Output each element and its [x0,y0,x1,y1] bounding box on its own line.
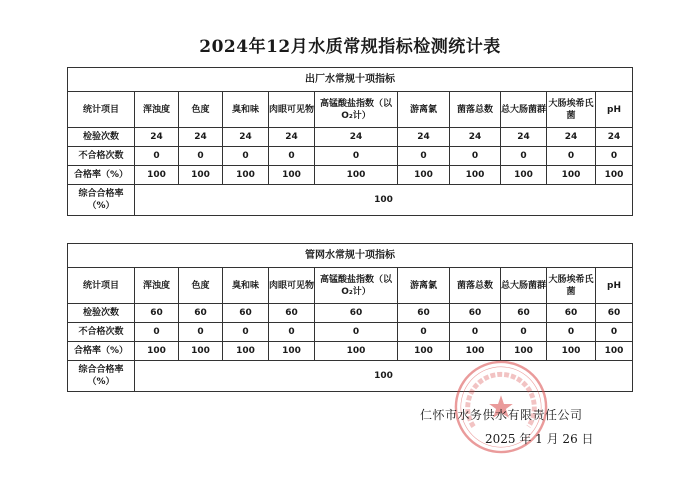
table-cell: 100 [596,342,633,361]
table-row [68,166,633,185]
summary-label: 综合合格率（%） [68,185,135,216]
column-header: 浑浊度 [135,92,179,128]
table-cell: 100 [547,166,596,185]
row-label: 检验次数 [68,304,135,323]
table-cell: 60 [315,304,398,323]
table-cell: 0 [596,147,633,166]
column-header: 臭和味 [223,92,269,128]
table-row [68,128,633,147]
table-cell: 24 [596,128,633,147]
table-cell: 100 [135,166,179,185]
table-cell: 100 [223,342,269,361]
table-cell: 0 [398,147,450,166]
factory-water-table [67,67,633,216]
table-cell: 100 [179,166,223,185]
column-header: 高锰酸盐指数（以O₂计） [315,92,398,128]
header-row [68,268,633,304]
table-cell: 60 [135,304,179,323]
column-header: 色度 [179,92,223,128]
table-cell: 24 [135,128,179,147]
column-header: pH [596,268,633,304]
column-header: 游离氯 [398,92,450,128]
summary-value: 100 [135,185,633,216]
table-cell: 60 [596,304,633,323]
table-cell: 0 [398,323,450,342]
table-caption: 出厂水常规十项指标 [68,68,633,92]
column-header: 菌落总数 [450,92,501,128]
table-cell: 0 [501,147,547,166]
table-cell: 0 [315,147,398,166]
table-cell: 0 [596,323,633,342]
column-header: 臭和味 [223,268,269,304]
table-cell: 0 [315,323,398,342]
table-cell: 24 [179,128,223,147]
row-label: 不合格次数 [68,323,135,342]
table-cell: 0 [547,147,596,166]
table-cell: 0 [501,323,547,342]
table-cell: 100 [450,166,501,185]
summary-row [68,185,633,216]
table-row [68,147,633,166]
table-cell: 100 [596,166,633,185]
document-date: 2025 年 1 月 26 日 [485,432,594,446]
summary-value: 100 [135,361,633,392]
column-header: 总大肠菌群 [501,92,547,128]
table-cell: 60 [450,304,501,323]
column-header: 大肠埃希氏菌 [547,268,596,304]
table-cell: 100 [501,342,547,361]
table-cell: 100 [179,342,223,361]
table-cell: 0 [179,147,223,166]
column-header: 总大肠菌群 [501,268,547,304]
table-cell: 100 [547,342,596,361]
table-cell: 24 [547,128,596,147]
table-cell: 100 [135,342,179,361]
table-cell: 0 [269,147,315,166]
table-cell: 0 [135,323,179,342]
table-cell: 24 [223,128,269,147]
table-cell: 0 [450,323,501,342]
table-cell: 100 [315,342,398,361]
row-label: 合格率（%） [68,166,135,185]
column-header: 菌落总数 [450,268,501,304]
table-cell: 60 [501,304,547,323]
table-cell: 100 [501,166,547,185]
table-cell: 60 [398,304,450,323]
column-header: 色度 [179,268,223,304]
row-label: 不合格次数 [68,147,135,166]
table-cell: 24 [501,128,547,147]
table-cell: 0 [179,323,223,342]
table-cell: 24 [398,128,450,147]
table-cell: 24 [450,128,501,147]
table-cell: 0 [547,323,596,342]
table-row [68,323,633,342]
column-header: 大肠埃希氏菌 [547,92,596,128]
table-cell: 100 [398,342,450,361]
table-cell: 24 [315,128,398,147]
column-header: 游离氯 [398,268,450,304]
column-header: 浑浊度 [135,268,179,304]
column-header: 高锰酸盐指数（以O₂计） [315,268,398,304]
table-cell: 100 [269,166,315,185]
header-row [68,92,633,128]
table-cell: 60 [179,304,223,323]
table-row [68,304,633,323]
table-cell: 100 [315,166,398,185]
summary-label: 综合合格率（%） [68,361,135,392]
table-cell: 100 [269,342,315,361]
table-cell: 100 [398,166,450,185]
table-cell: 24 [269,128,315,147]
page-title: 2024年12月水质常规指标检测统计表 [199,37,501,57]
table-caption: 管网水常规十项指标 [68,244,633,268]
table-cell: 100 [450,342,501,361]
row-label: 检验次数 [68,128,135,147]
table-cell: 0 [135,147,179,166]
table-cell: 0 [269,323,315,342]
table-cell: 0 [223,323,269,342]
company-name: 仁怀市水务供水有限责任公司 [420,408,583,422]
table-cell: 0 [450,147,501,166]
row-label: 合格率（%） [68,342,135,361]
table-cell: 0 [223,147,269,166]
table-cell: 60 [223,304,269,323]
table-cell: 100 [223,166,269,185]
table-cell: 60 [269,304,315,323]
column-header: 肉眼可见物 [269,268,315,304]
column-header: pH [596,92,633,128]
table-cell: 60 [547,304,596,323]
column-header: 统计项目 [68,268,135,304]
column-header: 统计项目 [68,92,135,128]
column-header: 肉眼可见物 [269,92,315,128]
